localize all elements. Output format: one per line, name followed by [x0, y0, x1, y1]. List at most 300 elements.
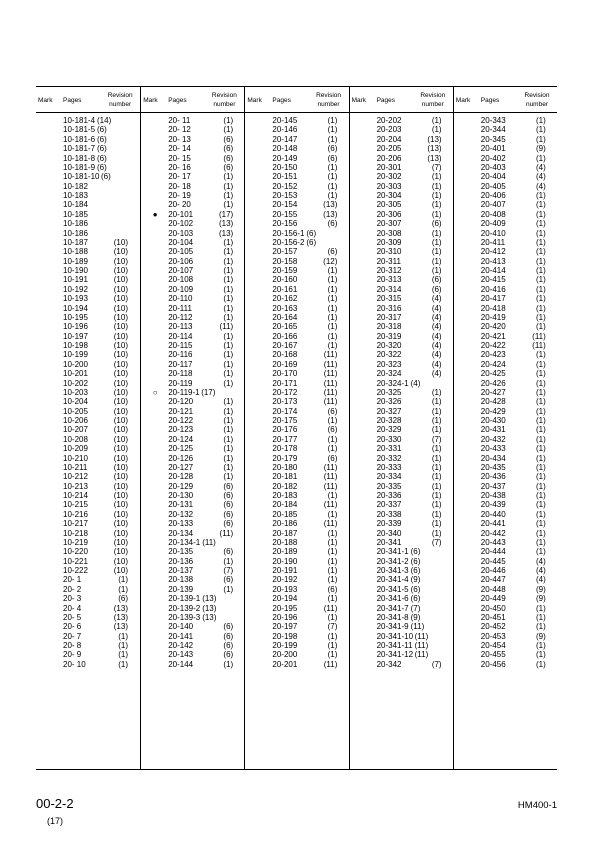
row-revision: (10) — [113, 331, 128, 341]
table-row — [454, 144, 557, 153]
row-page: 20-154 — [272, 200, 298, 210]
row-revision: (1) — [536, 209, 546, 219]
table-row — [245, 660, 348, 669]
row-revision: (10) — [113, 472, 128, 482]
row-page: 20-343 — [480, 116, 506, 125]
table-row — [36, 219, 140, 228]
row-revision: (13) — [202, 612, 217, 622]
table-row — [245, 125, 348, 134]
row-page: 20-306 — [376, 209, 402, 219]
table-row — [350, 332, 453, 341]
table-row — [141, 210, 244, 219]
row-revision: (7) — [410, 603, 421, 613]
row-page: 20-173 — [272, 397, 298, 407]
header-mark: Mark — [247, 97, 262, 104]
table-row — [36, 491, 140, 500]
table-row — [245, 332, 348, 341]
row-revision: (6) — [327, 153, 338, 163]
header-pages: Pages — [168, 97, 187, 104]
column-block-1 — [36, 87, 140, 769]
table-row — [141, 266, 244, 275]
table-row — [350, 454, 453, 463]
row-revision: (11) — [323, 659, 338, 669]
table-row — [141, 154, 244, 163]
row-page: 20-168 — [272, 350, 298, 360]
row-page: 20-433 — [480, 444, 506, 454]
row-page: 20-308 — [376, 228, 402, 238]
table-row — [350, 350, 453, 359]
row-page: 20-187 — [272, 528, 298, 538]
table-row — [350, 360, 453, 369]
row-page: 20-119-1 — [168, 387, 200, 397]
row-revision: (1) — [536, 219, 546, 229]
row-revision: (9) — [536, 594, 546, 604]
row-page: 10-195 — [63, 312, 88, 322]
row-revision: (1) — [223, 294, 234, 304]
row-page: 20-329 — [376, 425, 402, 435]
table-row — [245, 650, 348, 659]
row-revision: (1) — [327, 312, 338, 322]
table-row — [454, 454, 557, 463]
table-row — [141, 585, 244, 594]
row-page: 20-441 — [480, 519, 506, 529]
row-page: 20-182 — [272, 481, 298, 491]
table-row — [141, 632, 244, 641]
row-revision: (1) — [536, 509, 546, 519]
row-revision: (10) — [113, 312, 128, 322]
row-page: 20-328 — [376, 416, 402, 425]
row-revision: (10) — [113, 434, 128, 444]
row-page: 20-341 — [376, 537, 402, 547]
row-page: 20-110 — [168, 294, 193, 304]
row-revision: (10) — [113, 397, 128, 407]
table-row — [141, 416, 244, 425]
header-pages: Pages — [376, 97, 396, 104]
row-page: 20-156-2 — [272, 237, 305, 247]
column-block-3 — [244, 87, 348, 769]
row-revision: (10) — [113, 528, 128, 538]
table-row — [141, 566, 244, 575]
table-row — [141, 388, 244, 397]
row-page: 20-341-12 — [376, 650, 414, 660]
row-page: 20-141 — [168, 631, 194, 641]
row-revision: (10) — [113, 322, 128, 332]
table-row — [36, 322, 140, 331]
row-page: 20-102 — [168, 219, 194, 229]
row-revision: (10) — [113, 247, 128, 257]
table-row — [245, 547, 348, 556]
table-row — [454, 163, 557, 172]
row-revision: (6) — [223, 622, 234, 632]
table-row — [454, 566, 557, 575]
row-page: 20-320 — [376, 341, 402, 350]
row-page: 20-202 — [376, 116, 402, 125]
row-page: 20-447 — [480, 575, 506, 585]
column-header — [245, 87, 348, 113]
table-row — [350, 341, 453, 350]
header-revision-line2: number — [213, 101, 236, 108]
row-page: 10-186 — [63, 228, 88, 238]
table-row — [141, 463, 244, 472]
row-revision: (1) — [536, 322, 546, 332]
row-revision: (1) — [536, 537, 546, 547]
table-row — [454, 594, 557, 603]
table-row — [36, 388, 140, 397]
row-revision: (6) — [118, 594, 128, 604]
row-page: 20-195 — [272, 603, 298, 613]
table-row — [36, 247, 140, 256]
table-row — [141, 407, 244, 416]
table-row — [141, 491, 244, 500]
row-page: 20-109 — [168, 284, 194, 294]
table-row — [36, 350, 140, 359]
table-row — [350, 191, 453, 200]
row-revision: (1) — [223, 659, 234, 669]
model-name: HM400-1 — [517, 800, 557, 811]
table-row — [141, 350, 244, 359]
row-page: 20-409 — [480, 219, 506, 229]
row-revision: (1) — [223, 191, 234, 200]
row-revision: (1) — [431, 472, 442, 482]
row-revision: (11) — [410, 622, 425, 632]
row-revision: (1) — [431, 481, 442, 491]
table-row — [454, 350, 557, 359]
row-revision: (10) — [113, 462, 128, 472]
row-revision: (1) — [327, 641, 338, 650]
row-revision: (1) — [536, 359, 546, 369]
row-page: 20-436 — [480, 472, 506, 482]
table-row — [36, 632, 140, 641]
row-revision: (1) — [118, 631, 128, 641]
row-revision: (1) — [223, 116, 234, 125]
row-revision: (1) — [536, 425, 546, 435]
row-page: 20-341-4 — [376, 575, 409, 585]
row-page: 20-309 — [376, 237, 402, 247]
row-page: 20-181 — [272, 472, 298, 482]
row-revision: (1) — [223, 181, 234, 191]
row-page: 10-220 — [63, 547, 88, 557]
row-revision: (1) — [536, 387, 546, 397]
table-row — [36, 191, 140, 200]
table-row — [141, 219, 244, 228]
row-mark: ○ — [152, 387, 158, 397]
row-revision: (1) — [223, 434, 234, 444]
table-row — [454, 322, 557, 331]
row-page: 20-158 — [272, 256, 298, 266]
row-page: 20-316 — [376, 303, 402, 313]
table-row — [141, 641, 244, 650]
row-page: 20-185 — [272, 509, 298, 519]
row-page: 20-424 — [480, 359, 506, 369]
row-revision: (1) — [536, 284, 546, 294]
row-page: 10-211 — [63, 462, 88, 472]
table-row — [36, 435, 140, 444]
row-revision: (1) — [536, 500, 546, 510]
row-revision: (1) — [536, 434, 546, 444]
table-row — [454, 388, 557, 397]
table-row — [36, 332, 140, 341]
row-page: 10-199 — [63, 350, 88, 360]
row-revision: (1) — [327, 162, 338, 172]
row-page: 20-114 — [168, 331, 193, 341]
row-page: 20- 9 — [63, 650, 82, 660]
row-page: 20-322 — [376, 350, 402, 360]
row-page: 20-341-10 — [376, 631, 414, 641]
table-row — [141, 144, 244, 153]
table-row — [36, 341, 140, 350]
row-revision: (13) — [218, 228, 234, 238]
row-page: 20-341-11 — [376, 641, 413, 650]
row-revision: (10) — [113, 481, 128, 491]
row-revision: (1) — [536, 303, 546, 313]
row-revision: (1) — [536, 266, 546, 275]
row-revision: (6) — [327, 247, 338, 257]
row-page: 20-108 — [168, 275, 194, 285]
row-revision: (1) — [327, 191, 338, 200]
column-header — [350, 87, 453, 113]
table-row — [245, 322, 348, 331]
header-revision — [206, 91, 242, 109]
row-revision: (4) — [431, 303, 442, 313]
row-revision: (1) — [223, 247, 234, 257]
row-revision: (1) — [223, 444, 234, 454]
table-row — [36, 482, 140, 491]
table-row — [350, 566, 453, 575]
header-revision — [519, 91, 555, 109]
row-revision: (13) — [323, 209, 338, 219]
table-row — [454, 416, 557, 425]
table-row — [350, 632, 453, 641]
row-page: 20-449 — [480, 594, 506, 604]
table-row — [350, 144, 453, 153]
row-revision: (10) — [113, 566, 128, 575]
row-revision: (1) — [327, 416, 338, 425]
row-page: 10-193 — [63, 294, 88, 304]
header-revision-line1: Revision — [420, 92, 446, 99]
row-page: 20-442 — [480, 528, 506, 538]
row-page: 20-137 — [168, 566, 194, 575]
row-revision: (1) — [536, 378, 546, 388]
table-row — [141, 294, 244, 303]
row-revision: (1) — [327, 125, 338, 135]
row-page: 20-341-6 — [376, 594, 409, 604]
row-revision: (13) — [323, 200, 338, 210]
row-revision: (1) — [223, 425, 234, 435]
table-row — [141, 172, 244, 181]
row-revision: (11) — [323, 519, 338, 529]
row-page: 20-324-1 — [376, 378, 409, 388]
row-revision: (10) — [113, 453, 128, 463]
row-page: 20-116 — [168, 350, 193, 360]
table-row — [350, 135, 453, 144]
row-revision: (1) — [327, 556, 338, 566]
row-page: 10-198 — [63, 341, 88, 350]
row-revision: (11) — [414, 650, 429, 660]
table-row — [350, 463, 453, 472]
row-page: 20-448 — [480, 584, 506, 594]
row-page: 10-212 — [63, 472, 88, 482]
row-revision: (6) — [97, 144, 107, 154]
row-page: 20-200 — [272, 650, 298, 660]
row-page: 20-342 — [376, 659, 402, 669]
row-page: 20-446 — [480, 566, 506, 575]
row-revision: (1) — [223, 584, 234, 594]
row-revision: (10) — [113, 359, 128, 369]
table-row — [454, 360, 557, 369]
row-revision: (10) — [113, 294, 128, 304]
row-revision: (13) — [113, 603, 128, 613]
table-row — [245, 266, 348, 275]
row-revision: (6) — [223, 153, 234, 163]
row-revision: (6) — [223, 162, 234, 172]
row-revision: (6) — [101, 172, 111, 182]
table-row — [141, 182, 244, 191]
row-revision: (1) — [223, 125, 234, 135]
row-page: 20- 15 — [168, 153, 191, 163]
row-revision: (6) — [410, 584, 421, 594]
row-revision: (10) — [113, 556, 128, 566]
table-row — [245, 219, 348, 228]
row-page: 10-202 — [63, 378, 88, 388]
table-row — [454, 332, 557, 341]
table-row — [141, 285, 244, 294]
row-page: 20-412 — [480, 247, 506, 257]
row-page: 20-170 — [272, 369, 298, 379]
row-revision: (11) — [323, 397, 338, 407]
row-page: 10-181-7 — [63, 144, 96, 154]
row-page: 20-444 — [480, 547, 506, 557]
table-row — [350, 538, 453, 547]
table-row — [454, 135, 557, 144]
table-row — [454, 482, 557, 491]
row-page: 20- 19 — [168, 191, 191, 200]
table-row — [141, 257, 244, 266]
row-page: 20-421 — [480, 331, 506, 341]
row-revision: (1) — [536, 519, 546, 529]
row-page: 10-214 — [63, 491, 88, 500]
row-page: 20-194 — [272, 594, 298, 604]
table-row — [350, 294, 453, 303]
row-page: 20-304 — [376, 191, 402, 200]
table-row — [36, 510, 140, 519]
row-page: 10-190 — [63, 266, 88, 275]
row-revision: (1) — [431, 406, 442, 416]
row-revision: (7) — [223, 566, 234, 575]
row-revision: (4) — [431, 350, 442, 360]
row-revision: (10) — [113, 500, 128, 510]
row-page: 20-423 — [480, 350, 506, 360]
row-revision: (1) — [431, 444, 442, 454]
column-header — [36, 87, 140, 113]
row-page: 20-425 — [480, 369, 506, 379]
row-revision: (1) — [536, 462, 546, 472]
row-page: 20- 14 — [168, 144, 191, 154]
table-row — [245, 369, 348, 378]
row-page: 10-208 — [63, 434, 88, 444]
table-row — [36, 594, 140, 603]
table-row — [141, 472, 244, 481]
table-row — [141, 116, 244, 125]
row-page: 20-435 — [480, 462, 506, 472]
row-page: 20-120 — [168, 397, 194, 407]
table-row — [141, 360, 244, 369]
row-revision: (1) — [536, 491, 546, 500]
row-revision: (1) — [327, 284, 338, 294]
table-row — [36, 144, 140, 153]
row-page: 20-180 — [272, 462, 298, 472]
row-page: 20- 17 — [168, 172, 191, 182]
header-pages: Pages — [480, 97, 500, 104]
row-revision: (1) — [536, 397, 546, 407]
row-page: 20-341-2 — [376, 556, 409, 566]
table-row — [141, 163, 244, 172]
row-revision: (1) — [431, 528, 442, 538]
row-revision: (6) — [223, 547, 234, 557]
row-revision: (10) — [113, 237, 128, 247]
table-row — [454, 575, 557, 584]
row-revision: (11) — [323, 500, 338, 510]
table-row — [454, 407, 557, 416]
row-page: 20- 4 — [63, 603, 82, 613]
row-page: 20-105 — [168, 247, 194, 257]
row-page: 20-341-3 — [376, 566, 409, 575]
table-row — [350, 519, 453, 528]
row-page: 10-196 — [63, 322, 88, 332]
header-pages: Pages — [63, 97, 82, 104]
table-row — [350, 660, 453, 669]
row-page: 20-139-2 — [168, 603, 201, 613]
row-revision: (11) — [532, 341, 546, 350]
table-row — [454, 341, 557, 350]
row-revision: (1) — [536, 200, 546, 210]
row-revision: (1) — [536, 294, 546, 304]
table-row — [350, 425, 453, 434]
row-page: 20-326 — [376, 397, 402, 407]
row-revision: (10) — [113, 547, 128, 557]
row-revision: (13) — [202, 594, 217, 604]
table-row — [245, 519, 348, 528]
table-row — [454, 472, 557, 481]
table-row — [245, 641, 348, 650]
row-revision: (7) — [431, 162, 442, 172]
table-row — [141, 332, 244, 341]
row-page: 20-112 — [168, 312, 193, 322]
table-row — [454, 172, 557, 181]
row-revision: (6) — [306, 237, 317, 247]
table-row — [141, 594, 244, 603]
table-row — [36, 229, 140, 238]
table-row — [245, 379, 348, 388]
row-revision: (11) — [323, 378, 338, 388]
row-page: 20-337 — [376, 500, 402, 510]
row-page: 10-206 — [63, 416, 88, 425]
row-page: 20-203 — [376, 125, 402, 135]
table-row — [350, 435, 453, 444]
row-page: 10-200 — [63, 359, 88, 369]
table-row — [36, 622, 140, 631]
row-revision: (6) — [410, 594, 421, 604]
table-row — [350, 229, 453, 238]
row-revision: (1) — [327, 116, 338, 125]
row-revision: (1) — [536, 191, 546, 200]
row-page: 20-341-7 — [376, 603, 409, 613]
table-row — [350, 500, 453, 509]
table-row — [141, 510, 244, 519]
row-page: 20-199 — [272, 641, 298, 650]
row-revision: (1) — [118, 659, 128, 669]
row-revision: (11) — [323, 603, 338, 613]
table-row — [245, 604, 348, 613]
